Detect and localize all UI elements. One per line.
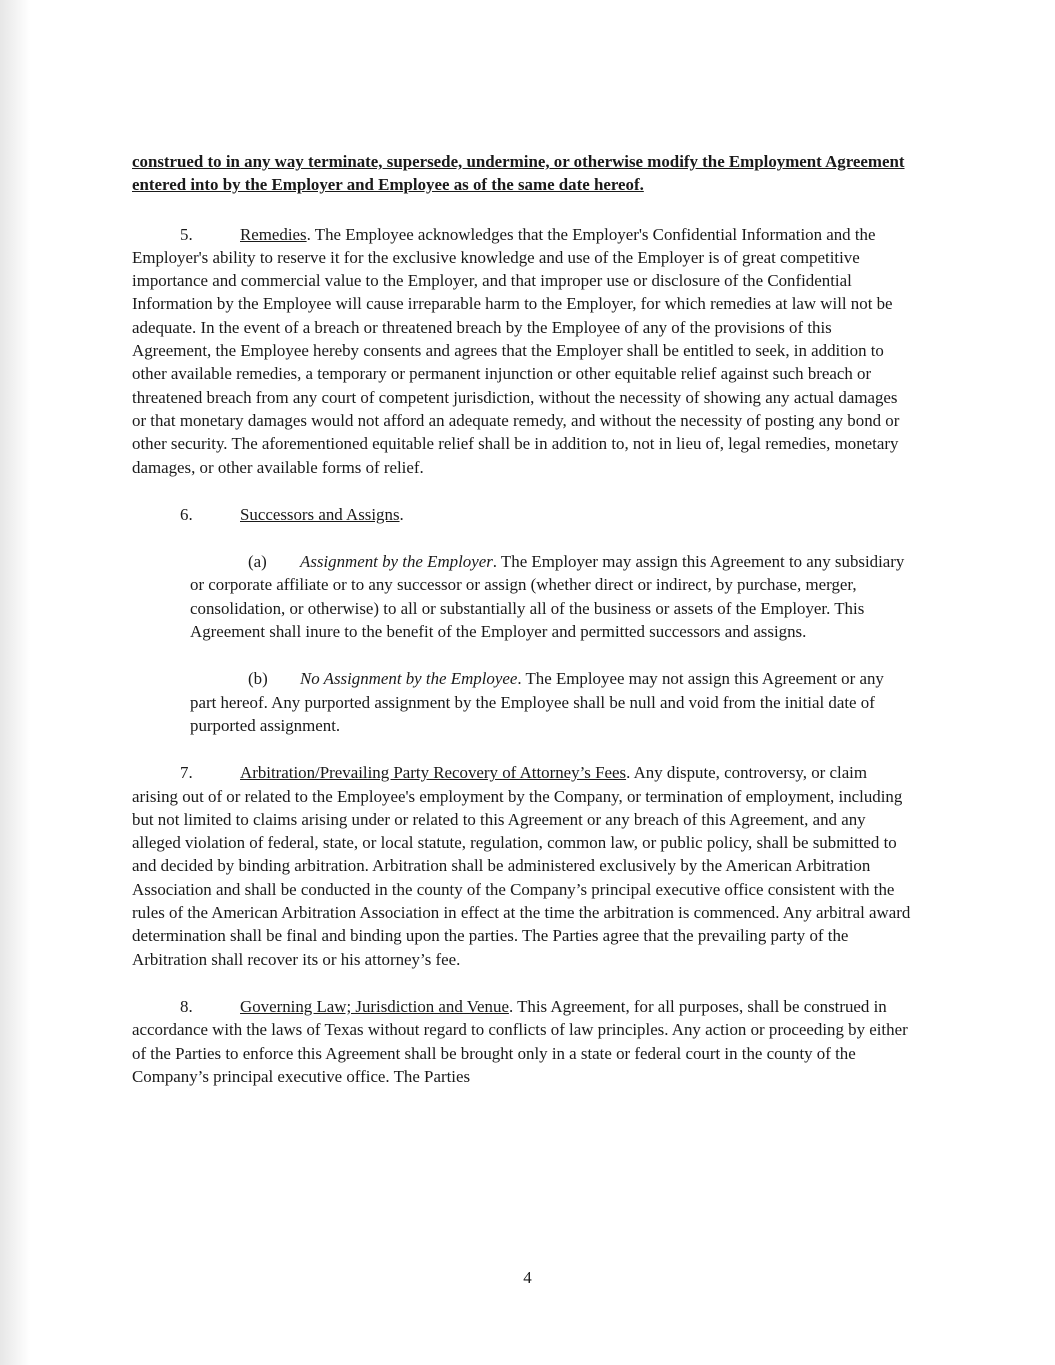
section-8 (132, 995, 912, 1088)
scan-shadow (0, 0, 30, 1365)
section-5-number: 5. (180, 224, 193, 244)
section-5-body: . The Employee acknowledges that the Employer's Confidential Information and the Employer's ability to reserve it for the exclusive knowledge and use of the Employer is of great competitive importance and commercial value to the Employer, and that improper use or disclosure of the Confidential Information by the Employee will cause irreparable harm to the Employer, for which remedies at law will not be adequate. In the event of a breach or threatened breach by the Employee of any of the provisions of this Agreement, the Employee hereby consents and agrees that the Employer shall be entitled to seek, in addition to other available remedies, a temporary or permanent injunction or other equitable relief against such breach or threatened breach from any court of competent jurisdiction, without the necessity of showing any actual damages or that monetary damages would not afford an adequate remedy, and without the necessity of posting any bond or other security. The aforementioned equitable relief shall be in addition to, not in lieu of, legal remedies, monetary damages, or other available forms of relief. (132, 224, 900, 477)
section-7-body: . Any dispute, controversy, or claim arising out of or related to the Employee's employment by the Company, or termination of employment, including but not limited to claims arising under or related to this Agreement or any breach of this Agreement, and any alleged violation of federal, state, or local statute, regulation, common law, or public policy, shall be submitted to and decided by binding arbitration. Arbitration shall be administered exclusively by the American Arbitration Association and shall be conducted in the county of the Company’s principal executive office consistent with the rules of the American Arbitration Association in effect at the time the arbitration is commenced. Any arbitral award determination shall be final and binding upon the parties. The Parties agree that the prevailing party of the Arbitration shall recover its or his attorney’s fee. (132, 763, 911, 969)
section-6-title-suffix: . (399, 504, 404, 524)
section-8-number: 8. (180, 996, 193, 1016)
section-6a-label: (a) (248, 552, 267, 572)
section-6a-body: . The Employer may assign this Agreement to any subsidiary or corporate affiliate or to any successor or assign (whether direct or indirect, by purchase, merger, consolidation, or otherwise) to all or substantially all of the business or assets of the Employer. This Agreement shall inure to the benefit of the Employer and permitted successors and assigns. (190, 552, 905, 642)
section-7 (132, 761, 912, 971)
section-5-title: Remedies (240, 224, 307, 244)
page-number: 4 (523, 1268, 532, 1287)
section-5 (132, 223, 912, 479)
section-8-body: . This Agreement, for all purposes, shall be construed in accordance with the laws of Texas without regard to conflicts of law principles. Any action or proceeding by either of the Parties to enforce this Agreement shall be brought only in a state or federal court in the county of the Company’s principal executive office. The Parties (132, 996, 908, 1086)
section-6b-body: . The Employee may not assign this Agreement or any part hereof. Any purported assignment by the Employee shall be null and void from the initial date of purported assignment. (190, 669, 884, 735)
section-6a (132, 550, 912, 643)
section-6b-label: (b) (248, 669, 268, 689)
section-7-title: Arbitration/Prevailing Party Recovery of Attorney’s Fees (240, 763, 627, 783)
section-6-title: Successors and Assigns (240, 504, 400, 524)
section-6-heading (132, 503, 912, 526)
section-8-title: Governing Law; Jurisdiction and Venue (240, 996, 509, 1016)
section-6b-title: No Assignment by the Employee (300, 669, 518, 689)
document-body (132, 150, 912, 1112)
section-7-number: 7. (180, 763, 193, 783)
section-6-number: 6. (180, 504, 193, 524)
intro-clause: construed to in any way terminate, supersede, undermine, or otherwise modify the Employment Agreement entered into by the Employer and Employee as of the same date hereof. (132, 152, 905, 195)
section-6a-title: Assignment by the Employer (300, 552, 493, 572)
section-6b (132, 667, 912, 737)
